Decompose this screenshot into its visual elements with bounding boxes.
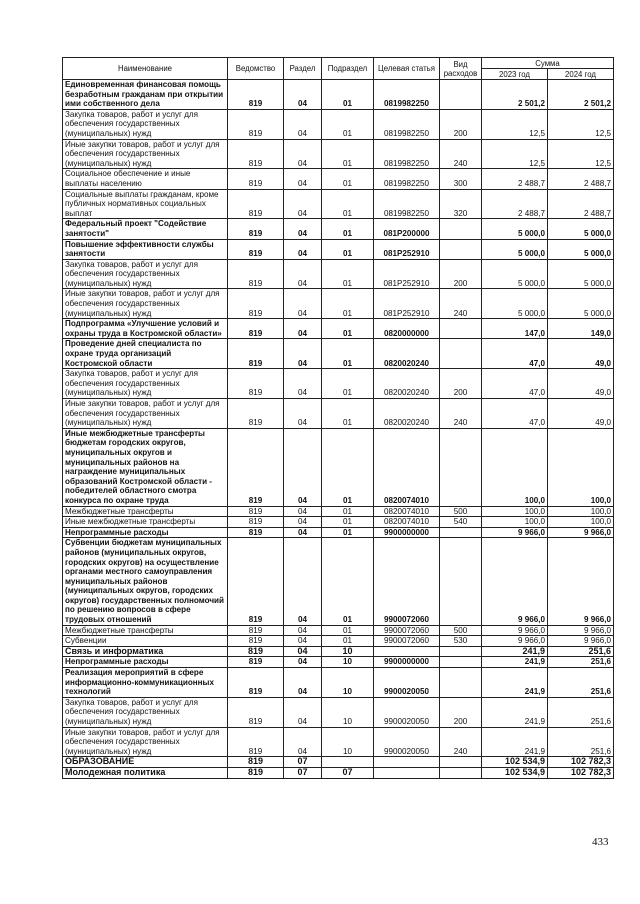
row-razdel: 04 xyxy=(284,538,322,625)
row-vid: 200 xyxy=(440,369,482,399)
row-podrazdel: 01 xyxy=(322,636,374,647)
row-name: Социальные выплаты гражданам, кроме публичных нормативных социальных выплат xyxy=(63,189,228,219)
row-vedomstvo: 819 xyxy=(228,189,284,219)
table-row xyxy=(63,169,614,189)
header-vedomstvo: Ведомство xyxy=(228,58,284,80)
row-vedomstvo: 819 xyxy=(228,239,284,259)
row-sum-2024: 100,0 xyxy=(548,506,614,517)
row-razdel: 04 xyxy=(284,668,322,698)
row-target: 9900072060 xyxy=(374,636,440,647)
row-name: Межбюджетные трансферты xyxy=(63,625,228,636)
row-vedomstvo: 819 xyxy=(228,139,284,169)
row-name: Федеральный проект "Содействие занятости" xyxy=(63,219,228,239)
row-vid xyxy=(440,319,482,339)
row-vedomstvo: 819 xyxy=(228,339,284,369)
row-vedomstvo: 819 xyxy=(228,697,284,727)
row-podrazdel: 01 xyxy=(322,109,374,139)
row-vid: 500 xyxy=(440,506,482,517)
table-row xyxy=(63,538,614,625)
row-sum-2023: 5 000,0 xyxy=(482,289,548,319)
table-row xyxy=(63,339,614,369)
row-name: Закупка товаров, работ и услуг для обеспечения государственных (муниципальных) нужд xyxy=(63,369,228,399)
row-podrazdel: 10 xyxy=(322,646,374,657)
row-target: 0820000000 xyxy=(374,319,440,339)
table-row xyxy=(63,289,614,319)
row-name: Реализация мероприятий в сфере информационно-коммуникационных технологий xyxy=(63,668,228,698)
row-sum-2024: 9 966,0 xyxy=(548,538,614,625)
row-name: Иные закупки товаров, работ и услуг для обеспечения государственных (муниципальных) нужд xyxy=(63,727,228,757)
header-name: Наименование xyxy=(63,58,228,80)
row-vid xyxy=(440,428,482,506)
row-podrazdel: 01 xyxy=(322,517,374,528)
row-podrazdel: 01 xyxy=(322,80,374,110)
row-sum-2023: 147,0 xyxy=(482,319,548,339)
row-razdel: 04 xyxy=(284,399,322,429)
row-vid: 200 xyxy=(440,697,482,727)
row-target xyxy=(374,767,440,778)
row-razdel: 04 xyxy=(284,369,322,399)
row-vedomstvo: 819 xyxy=(228,259,284,289)
row-target xyxy=(374,646,440,657)
row-name: Повышение эффективности службы занятости xyxy=(63,239,228,259)
header-podrazdel: Подраздел xyxy=(322,58,374,80)
row-razdel: 04 xyxy=(284,727,322,757)
row-podrazdel: 01 xyxy=(322,506,374,517)
row-sum-2023: 47,0 xyxy=(482,399,548,429)
row-razdel: 07 xyxy=(284,757,322,768)
row-podrazdel: 01 xyxy=(322,139,374,169)
row-sum-2024: 251,6 xyxy=(548,668,614,698)
row-vid xyxy=(440,538,482,625)
table-row xyxy=(63,109,614,139)
row-vid xyxy=(440,757,482,768)
row-sum-2024: 9 966,0 xyxy=(548,636,614,647)
table-row xyxy=(63,697,614,727)
row-sum-2023: 9 966,0 xyxy=(482,527,548,538)
row-vedomstvo: 819 xyxy=(228,428,284,506)
row-sum-2023: 12,5 xyxy=(482,139,548,169)
row-razdel: 04 xyxy=(284,109,322,139)
row-sum-2024: 100,0 xyxy=(548,517,614,528)
row-name: Непрограммные расходы xyxy=(63,527,228,538)
table-row xyxy=(63,527,614,538)
row-sum-2024: 251,6 xyxy=(548,697,614,727)
row-vid xyxy=(440,657,482,668)
row-sum-2024: 102 782,3 xyxy=(548,767,614,778)
row-podrazdel: 01 xyxy=(322,289,374,319)
row-vedomstvo: 819 xyxy=(228,527,284,538)
row-vid: 530 xyxy=(440,636,482,647)
row-sum-2024: 251,6 xyxy=(548,727,614,757)
row-target: 081P252910 xyxy=(374,239,440,259)
row-vedomstvo: 819 xyxy=(228,109,284,139)
row-vedomstvo: 819 xyxy=(228,636,284,647)
row-name: Субвенции xyxy=(63,636,228,647)
row-name: Иные межбюджетные трансферты xyxy=(63,517,228,528)
header-vid: Вид расходов xyxy=(440,58,482,80)
row-sum-2023: 100,0 xyxy=(482,517,548,528)
row-sum-2023: 2 488,7 xyxy=(482,169,548,189)
row-name: ОБРАЗОВАНИЕ xyxy=(63,757,228,768)
row-sum-2024: 49,0 xyxy=(548,339,614,369)
row-sum-2023: 241,9 xyxy=(482,657,548,668)
row-sum-2024: 149,0 xyxy=(548,319,614,339)
row-target: 0820020240 xyxy=(374,399,440,429)
row-target: 081P200000 xyxy=(374,219,440,239)
row-razdel: 04 xyxy=(284,517,322,528)
row-vid: 320 xyxy=(440,189,482,219)
budget-table xyxy=(62,57,614,779)
row-razdel: 04 xyxy=(284,219,322,239)
table-row xyxy=(63,219,614,239)
row-target: 9900072060 xyxy=(374,625,440,636)
page-number: 433 xyxy=(592,836,609,848)
row-podrazdel: 10 xyxy=(322,697,374,727)
row-vid: 240 xyxy=(440,289,482,319)
row-vedomstvo: 819 xyxy=(228,538,284,625)
row-podrazdel: 01 xyxy=(322,625,374,636)
row-vedomstvo: 819 xyxy=(228,80,284,110)
row-name: Межбюджетные трансферты xyxy=(63,506,228,517)
row-target: 081P252910 xyxy=(374,289,440,319)
row-sum-2024: 49,0 xyxy=(548,369,614,399)
row-sum-2024: 5 000,0 xyxy=(548,259,614,289)
header-year-2024: 2024 год xyxy=(548,69,614,80)
row-vid xyxy=(440,527,482,538)
row-target: 0820074010 xyxy=(374,428,440,506)
row-sum-2023: 5 000,0 xyxy=(482,219,548,239)
row-vedomstvo: 819 xyxy=(228,767,284,778)
row-name: Проведение дней специалиста по охране труда организаций Костромской области xyxy=(63,339,228,369)
table-row xyxy=(63,428,614,506)
table-row xyxy=(63,506,614,517)
table-row xyxy=(63,636,614,647)
row-vid xyxy=(440,646,482,657)
row-podrazdel: 10 xyxy=(322,668,374,698)
row-razdel: 04 xyxy=(284,259,322,289)
row-sum-2023: 9 966,0 xyxy=(482,636,548,647)
row-sum-2024: 9 966,0 xyxy=(548,527,614,538)
row-vedomstvo: 819 xyxy=(228,625,284,636)
table-row xyxy=(63,517,614,528)
row-sum-2023: 241,9 xyxy=(482,646,548,657)
table-row xyxy=(63,727,614,757)
header-year-2023: 2023 год xyxy=(482,69,548,80)
row-razdel: 04 xyxy=(284,239,322,259)
table-row xyxy=(63,767,614,778)
row-name: Иные закупки товаров, работ и услуг для обеспечения государственных (муниципальных) нужд xyxy=(63,399,228,429)
table-row xyxy=(63,80,614,110)
row-vedomstvo: 819 xyxy=(228,399,284,429)
table-row xyxy=(63,657,614,668)
table-row xyxy=(63,139,614,169)
row-target: 0820020240 xyxy=(374,369,440,399)
row-sum-2024: 5 000,0 xyxy=(548,289,614,319)
row-razdel: 04 xyxy=(284,625,322,636)
row-sum-2023: 5 000,0 xyxy=(482,259,548,289)
row-podrazdel: 10 xyxy=(322,657,374,668)
table-row xyxy=(63,189,614,219)
row-sum-2024: 5 000,0 xyxy=(548,219,614,239)
row-target: 9900000000 xyxy=(374,527,440,538)
row-vid xyxy=(440,239,482,259)
row-sum-2024: 5 000,0 xyxy=(548,239,614,259)
row-vedomstvo: 819 xyxy=(228,506,284,517)
row-razdel: 04 xyxy=(284,697,322,727)
row-razdel: 04 xyxy=(284,657,322,668)
row-target: 0819982250 xyxy=(374,169,440,189)
table-row xyxy=(63,399,614,429)
row-name: Закупка товаров, работ и услуг для обеспечения государственных (муниципальных) нужд xyxy=(63,697,228,727)
row-name: Непрограммные расходы xyxy=(63,657,228,668)
table-row xyxy=(63,239,614,259)
row-podrazdel: 01 xyxy=(322,527,374,538)
row-sum-2023: 47,0 xyxy=(482,339,548,369)
row-razdel: 04 xyxy=(284,527,322,538)
row-vedomstvo: 819 xyxy=(228,369,284,399)
row-sum-2024: 49,0 xyxy=(548,399,614,429)
row-vid: 300 xyxy=(440,169,482,189)
table-row xyxy=(63,757,614,768)
row-podrazdel: 01 xyxy=(322,169,374,189)
row-name: Молодежная политика xyxy=(63,767,228,778)
row-sum-2023: 5 000,0 xyxy=(482,239,548,259)
row-podrazdel: 01 xyxy=(322,369,374,399)
row-podrazdel: 01 xyxy=(322,399,374,429)
header-razdel: Раздел xyxy=(284,58,322,80)
row-vid: 200 xyxy=(440,259,482,289)
row-sum-2023: 241,9 xyxy=(482,668,548,698)
row-vedomstvo: 819 xyxy=(228,319,284,339)
row-vedomstvo: 819 xyxy=(228,517,284,528)
row-podrazdel: 01 xyxy=(322,259,374,289)
row-name: Подпрограмма «Улучшение условий и охраны труда в Костромской области» xyxy=(63,319,228,339)
row-target: 0819982250 xyxy=(374,80,440,110)
row-sum-2024: 12,5 xyxy=(548,109,614,139)
row-razdel: 04 xyxy=(284,289,322,319)
row-name: Субвенции бюджетам муниципальных районов (муниципальных округов, городских округов) на осуществление органами местного самоуправления муниципальных районов (муниципальных округов, городских округов) государственных полномочий по решению вопросов в сфере трудовых отношений xyxy=(63,538,228,625)
row-target: 9900020050 xyxy=(374,668,440,698)
row-sum-2023: 102 534,9 xyxy=(482,767,548,778)
row-sum-2023: 241,9 xyxy=(482,697,548,727)
row-razdel: 04 xyxy=(284,636,322,647)
row-sum-2024: 2 488,7 xyxy=(548,169,614,189)
table-row xyxy=(63,259,614,289)
row-podrazdel: 07 xyxy=(322,767,374,778)
row-target: 0820074010 xyxy=(374,506,440,517)
row-razdel: 04 xyxy=(284,428,322,506)
row-target: 9900020050 xyxy=(374,727,440,757)
table-body xyxy=(63,80,614,779)
row-sum-2023: 2 488,7 xyxy=(482,189,548,219)
row-sum-2024: 12,5 xyxy=(548,139,614,169)
row-vid: 500 xyxy=(440,625,482,636)
row-name: Иные закупки товаров, работ и услуг для обеспечения государственных (муниципальных) нужд xyxy=(63,139,228,169)
row-vid: 200 xyxy=(440,109,482,139)
row-name: Закупка товаров, работ и услуг для обеспечения государственных (муниципальных) нужд xyxy=(63,259,228,289)
table-row xyxy=(63,668,614,698)
table-row xyxy=(63,369,614,399)
row-sum-2023: 100,0 xyxy=(482,506,548,517)
row-target: 9900072060 xyxy=(374,538,440,625)
row-sum-2023: 47,0 xyxy=(482,369,548,399)
row-sum-2023: 102 534,9 xyxy=(482,757,548,768)
row-vedomstvo: 819 xyxy=(228,668,284,698)
row-name: Социальное обеспечение и иные выплаты населению xyxy=(63,169,228,189)
header-target: Целевая статья xyxy=(374,58,440,80)
row-target: 9900020050 xyxy=(374,697,440,727)
row-razdel: 04 xyxy=(284,506,322,517)
row-razdel: 04 xyxy=(284,189,322,219)
row-target: 9900000000 xyxy=(374,657,440,668)
row-vedomstvo: 819 xyxy=(228,219,284,239)
row-sum-2023: 9 966,0 xyxy=(482,538,548,625)
row-target: 0819982250 xyxy=(374,189,440,219)
row-name: Иные закупки товаров, работ и услуг для обеспечения государственных (муниципальных) нужд xyxy=(63,289,228,319)
row-podrazdel: 01 xyxy=(322,339,374,369)
row-vedomstvo: 819 xyxy=(228,289,284,319)
row-target: 0819982250 xyxy=(374,139,440,169)
row-sum-2024: 2 501,2 xyxy=(548,80,614,110)
row-target: 0820074010 xyxy=(374,517,440,528)
row-vid: 240 xyxy=(440,399,482,429)
row-razdel: 04 xyxy=(284,139,322,169)
table-row xyxy=(63,319,614,339)
row-podrazdel xyxy=(322,757,374,768)
row-vedomstvo: 819 xyxy=(228,646,284,657)
row-vedomstvo: 819 xyxy=(228,727,284,757)
table-row xyxy=(63,646,614,657)
row-sum-2024: 251,6 xyxy=(548,657,614,668)
row-name: Иные межбюджетные трансферты бюджетам городских округов, муниципальных округов и муниципальных районов на награждение муниципальных образований Костромской области - победителей областного смотра конкурса по охране труда xyxy=(63,428,228,506)
row-name: Связь и информатика xyxy=(63,646,228,657)
row-podrazdel: 01 xyxy=(322,538,374,625)
row-target: 0820020240 xyxy=(374,339,440,369)
row-podrazdel: 10 xyxy=(322,727,374,757)
row-vedomstvo: 819 xyxy=(228,757,284,768)
row-razdel: 04 xyxy=(284,319,322,339)
row-razdel: 07 xyxy=(284,767,322,778)
row-name: Единовременная финансовая помощь безработным гражданам при открытии ими собственного дела xyxy=(63,80,228,110)
row-podrazdel: 01 xyxy=(322,189,374,219)
row-vid: 240 xyxy=(440,139,482,169)
row-razdel: 04 xyxy=(284,646,322,657)
table-row xyxy=(63,625,614,636)
row-vid xyxy=(440,219,482,239)
row-target xyxy=(374,757,440,768)
row-name: Закупка товаров, работ и услуг для обеспечения государственных (муниципальных) нужд xyxy=(63,109,228,139)
header-summa: Сумма xyxy=(482,58,614,69)
row-razdel: 04 xyxy=(284,80,322,110)
row-sum-2023: 12,5 xyxy=(482,109,548,139)
row-sum-2024: 251,6 xyxy=(548,646,614,657)
row-razdel: 04 xyxy=(284,169,322,189)
row-vid xyxy=(440,339,482,369)
row-podrazdel: 01 xyxy=(322,428,374,506)
row-podrazdel: 01 xyxy=(322,219,374,239)
table-header xyxy=(63,58,614,80)
row-sum-2024: 9 966,0 xyxy=(548,625,614,636)
row-vedomstvo: 819 xyxy=(228,657,284,668)
row-target: 081P252910 xyxy=(374,259,440,289)
row-sum-2024: 2 488,7 xyxy=(548,189,614,219)
row-vid: 240 xyxy=(440,727,482,757)
row-podrazdel: 01 xyxy=(322,319,374,339)
row-vid: 540 xyxy=(440,517,482,528)
row-razdel: 04 xyxy=(284,339,322,369)
row-sum-2024: 102 782,3 xyxy=(548,757,614,768)
row-vedomstvo: 819 xyxy=(228,169,284,189)
row-sum-2023: 241,9 xyxy=(482,727,548,757)
row-sum-2023: 100,0 xyxy=(482,428,548,506)
row-sum-2023: 2 501,2 xyxy=(482,80,548,110)
row-vid xyxy=(440,767,482,778)
row-sum-2024: 100,0 xyxy=(548,428,614,506)
row-vid xyxy=(440,80,482,110)
row-podrazdel: 01 xyxy=(322,239,374,259)
row-vid xyxy=(440,668,482,698)
row-target: 0819982250 xyxy=(374,109,440,139)
row-sum-2023: 9 966,0 xyxy=(482,625,548,636)
